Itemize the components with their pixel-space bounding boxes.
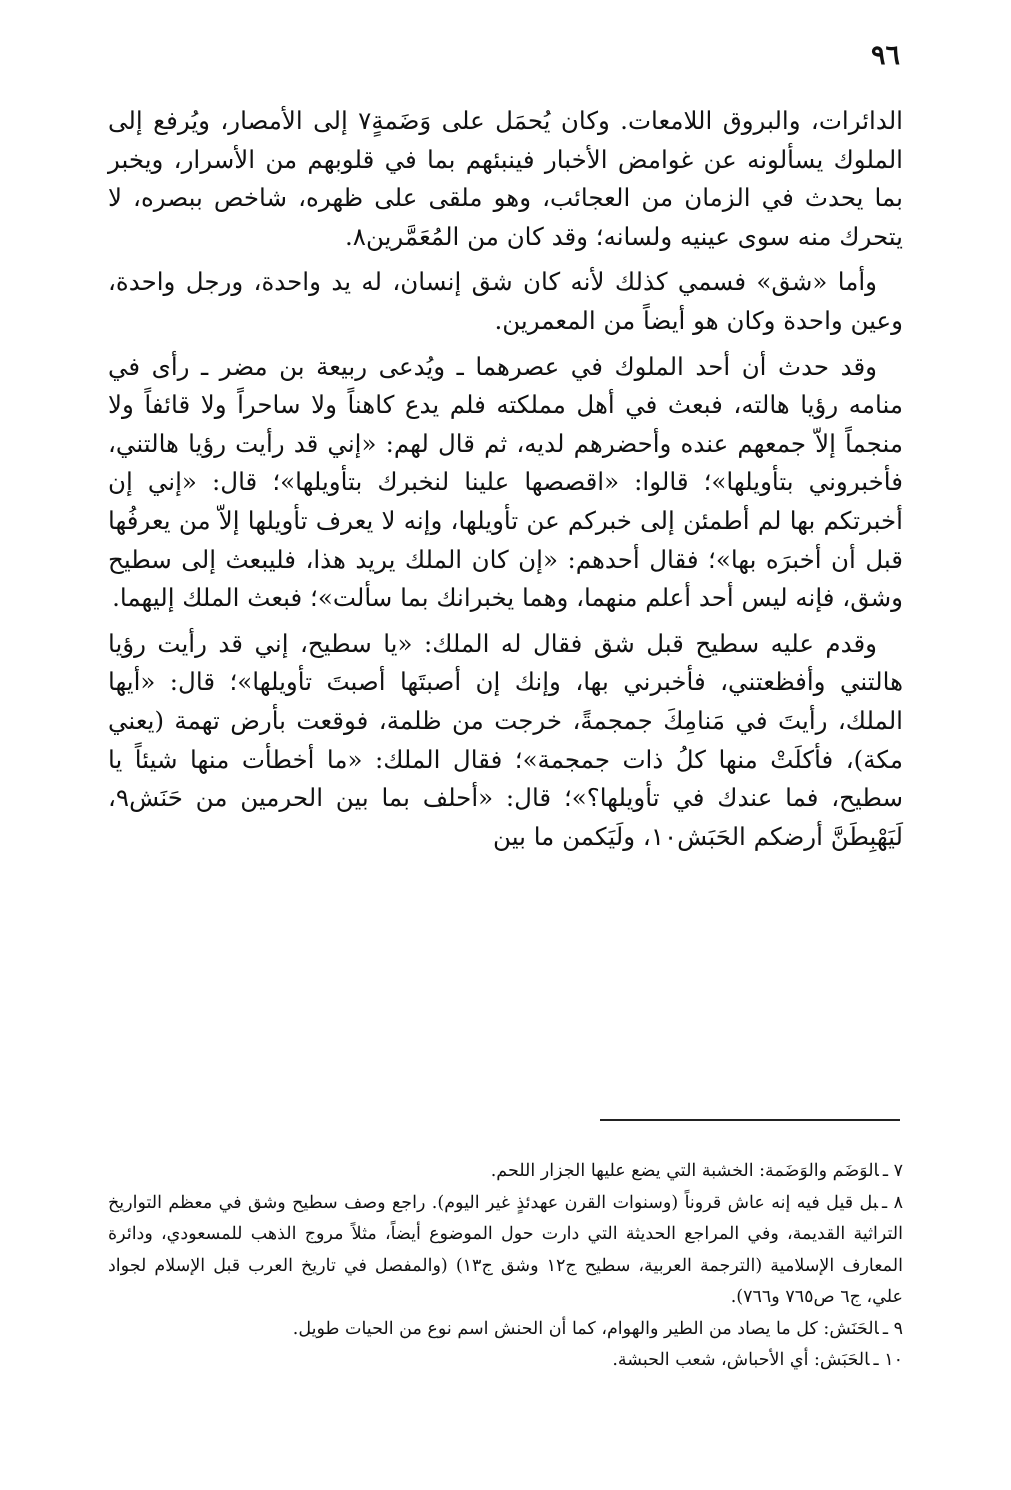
footnote-text: بل قيل فيه إنه عاش قروناً (وسنوات القرن عهدئذٍ غير اليوم). راجع وصف سطيح وشق في معظم التواريخ التراثية القديمة، وفي المراجع الحديثة التي دارت حول الموضوع أيضاً، مثلاً مروج الذهب للمسعودي، ودائرة المعارف الإسلامية (الترجمة العربية، سطيح ج١٢ وشق ج١٣) (والمفصل في تاريخ العرب قبل الإسلام لجواد علي، ج٦ ص٧٦٥ و٧٦٦). [108, 1192, 903, 1307]
main-text [108, 102, 903, 863]
footnote-number: ٨ ـ [882, 1192, 903, 1213]
footnote [108, 1156, 903, 1188]
footnote-number: ١٠ ـ [873, 1350, 903, 1370]
footnote-number: ٩ ـ [882, 1318, 903, 1339]
paragraph: وقدم عليه سطيح قبل شق فقال له الملك: «يا سطيح، إني قد رأيت رؤيا هالتني وأفظعتني، فأخبرني بها، وإنك إن أصبتَها أصبتَ تأويلها»؛ قال: «أيها الملك، رأيتَ في مَنامِكَ جمجمةً، خرجت من ظلمة، فوقعت بأرض تهمة (يعني مكة)، فأكلَتْ منها كلُ ذات جمجمة»؛ فقال الملك: «ما أخطأت منها شيئاً يا سطيح، فما عندك في تأويلها؟»؛ قال: «أحلف بما بين الحرمين من حَنَش٩، لَيَهْبِطَنَّ أرضكم الحَبَش١٠، ولَيَكمن ما بين [108, 628, 903, 851]
footnote-text: الحَبَش: أي الأحباش، شعب الحبشة. [612, 1350, 870, 1370]
footnote [108, 1188, 903, 1314]
footnotes [108, 1156, 903, 1377]
footnote [108, 1345, 903, 1377]
footnote-text: الوَضَم والوَضَمة: الخشبة التي يضع عليها الجزار اللحم. [490, 1161, 879, 1181]
footnote [108, 1314, 903, 1346]
footnote-number: ٧ ـ [882, 1161, 903, 1181]
footnote-text: الحَنَش: كل ما يصاد من الطير والهوام، كما أن الحنش اسم نوع من الحيات طويل. [292, 1318, 879, 1339]
footnote-divider [600, 1119, 900, 1121]
page-number: ٩٦ [870, 40, 900, 71]
paragraph: وأما «شق» فسمي كذلك لأنه كان شق إنسان، له يد واحدة، ورجل واحدة، وعين واحدة وكان هو أيضاً من المعمرين. [108, 267, 903, 335]
paragraph: الدائرات، والبروق اللامعات. وكان يُحمَل على وَضَمةٍ٧ إلى الأمصار، ويُرفع إلى الملوك يسألونه عن غوامض الأخبار فينبئهم بما في قلوبهم من الأسرار، ويخبر بما يحدث في الزمان من العجائب، وهو ملقى على ظهره، شاخص ببصره، لا يتحرك منه سوى عينيه ولسانه؛ وقد كان من المُعَمَّرين٨. [108, 106, 903, 251]
paragraph: وقد حدث أن أحد الملوك في عصرهما ـ ويُدعى ربيعة بن مضر ـ رأى في منامه رؤيا هالته، فبعث في أهل مملكته فلم يدع كاهناً ولا ساحراً ولا قائفاً ولا منجماً إلاّ جمعهم عنده وأحضرهم لديه، ثم قال لهم: «إني قد رأيت رؤيا هالتني، فأخبروني بتأويلها»؛ قالوا: «اقصصها علينا لنخبرك بتأويلها»؛ قال: «إني إن أخبرتكم بها لم أطمئن إلى خبركم عن تأويلها، وإنه لا يعرف تأويلها إلاّ من يعرفُها قبل أن أخبرَه بها»؛ فقال أحدهم: «إن كان الملك يريد هذا، فليبعث إلى سطيح وشق، فإنه ليس أحد أعلم منهما، وهما يخبرانك بما سألت»؛ فبعث الملك إليهما. [108, 351, 903, 613]
